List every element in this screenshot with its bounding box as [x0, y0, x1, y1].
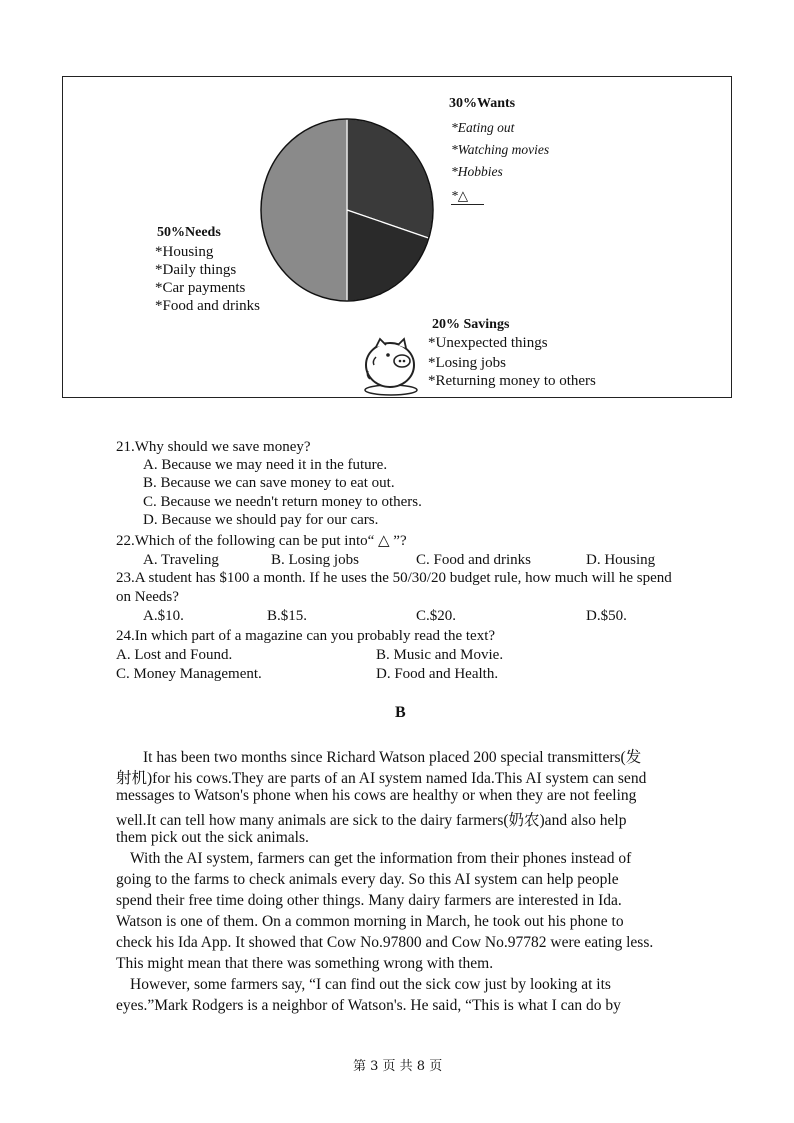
savings-item: *Losing jobs	[428, 355, 506, 371]
piggy-bank-icon	[358, 335, 424, 397]
passage-line: well.It can tell how many animals are sick to the dairy farmers(奶农)and also help	[116, 812, 627, 829]
savings-title: 20% Savings	[432, 317, 510, 332]
option: D.$50.	[586, 608, 627, 624]
option: C. Food and drinks	[416, 552, 532, 568]
option: A.$10.	[143, 608, 184, 624]
question-23: 23.A student has $100 a month. If he uses the 50/30/20 budget rule, how much will he spend	[116, 570, 672, 586]
option: D. Housing	[586, 552, 656, 568]
needs-title: 50%Needs	[157, 225, 221, 240]
wants-item: *Watching movies	[451, 142, 550, 157]
option: A. Lost and Found.	[116, 647, 233, 663]
wants-item: *Hobbies	[451, 164, 503, 179]
option: C.$20.	[416, 608, 457, 624]
savings-item: *Unexpected things	[428, 335, 548, 351]
passage-line: This might mean that there was something wrong with them.	[116, 955, 494, 972]
question-24: 24.In which part of a magazine can you probably read the text?	[116, 628, 496, 644]
page-footer: 第 3 页 共 8 页	[353, 1059, 443, 1074]
pie-slice-needs	[261, 119, 347, 301]
option: A. Because we may need it in the future.	[143, 457, 388, 473]
passage-line: Watson is one of them. On a common morning in March, he took out his phone to	[116, 913, 624, 930]
question-22: 22.Which of the following can be put into“ △ ”?	[116, 533, 407, 549]
needs-item: *Car payments	[155, 280, 246, 296]
option: B.$15.	[267, 608, 308, 624]
wants-title: 30%Wants	[449, 96, 516, 111]
option: D. Food and Health.	[376, 666, 499, 682]
needs-item: *Daily things	[155, 262, 237, 278]
option: B. Because we can save money to eat out.	[143, 475, 395, 491]
passage-line: check his Ida App. It showed that Cow No.97800 and Cow No.97782 were eating less.	[116, 934, 654, 951]
passage-line: 射机)for his cows.They are parts of an AI system named Ida.This AI system can send	[116, 770, 647, 787]
needs-item: *Food and drinks	[155, 298, 260, 314]
question-23-cont: on Needs?	[116, 589, 179, 605]
wants-item-blank: *△	[451, 188, 484, 205]
savings-item: *Returning money to others	[428, 373, 596, 389]
pie-chart	[259, 117, 435, 303]
option: A. Traveling	[143, 552, 219, 568]
passage-line: With the AI system, farmers can get the information from their phones instead of	[130, 850, 632, 867]
passage-line: spend their free time doing other things. Many dairy farmers are interested in Ida.	[116, 892, 622, 909]
needs-item: *Housing	[155, 244, 214, 260]
passage-line: them pick out the sick animals.	[116, 829, 309, 846]
passage-line: going to the farms to check animals every day. So this AI system can help people	[116, 871, 619, 888]
option: C. Because we needn't return money to others.	[143, 494, 422, 510]
wants-item: *Eating out	[451, 120, 515, 135]
option: B. Losing jobs	[271, 552, 359, 568]
section-heading: B	[395, 704, 406, 721]
option: B. Music and Movie.	[376, 647, 504, 663]
question-21: 21.Why should we save money?	[116, 439, 311, 455]
passage-line: It has been two months since Richard Watson placed 200 special transmitters(发	[143, 749, 642, 766]
passage-line: However, some farmers say, “I can find out the sick cow just by looking at its	[130, 976, 611, 993]
option: C. Money Management.	[116, 666, 262, 682]
passage-line: messages to Watson's phone when his cows are healthy or when they are not feeling	[116, 787, 637, 804]
passage-line: eyes.”Mark Rodgers is a neighbor of Watson's. He said, “This is what I can do by	[116, 997, 621, 1014]
option: D. Because we should pay for our cars.	[143, 512, 379, 528]
